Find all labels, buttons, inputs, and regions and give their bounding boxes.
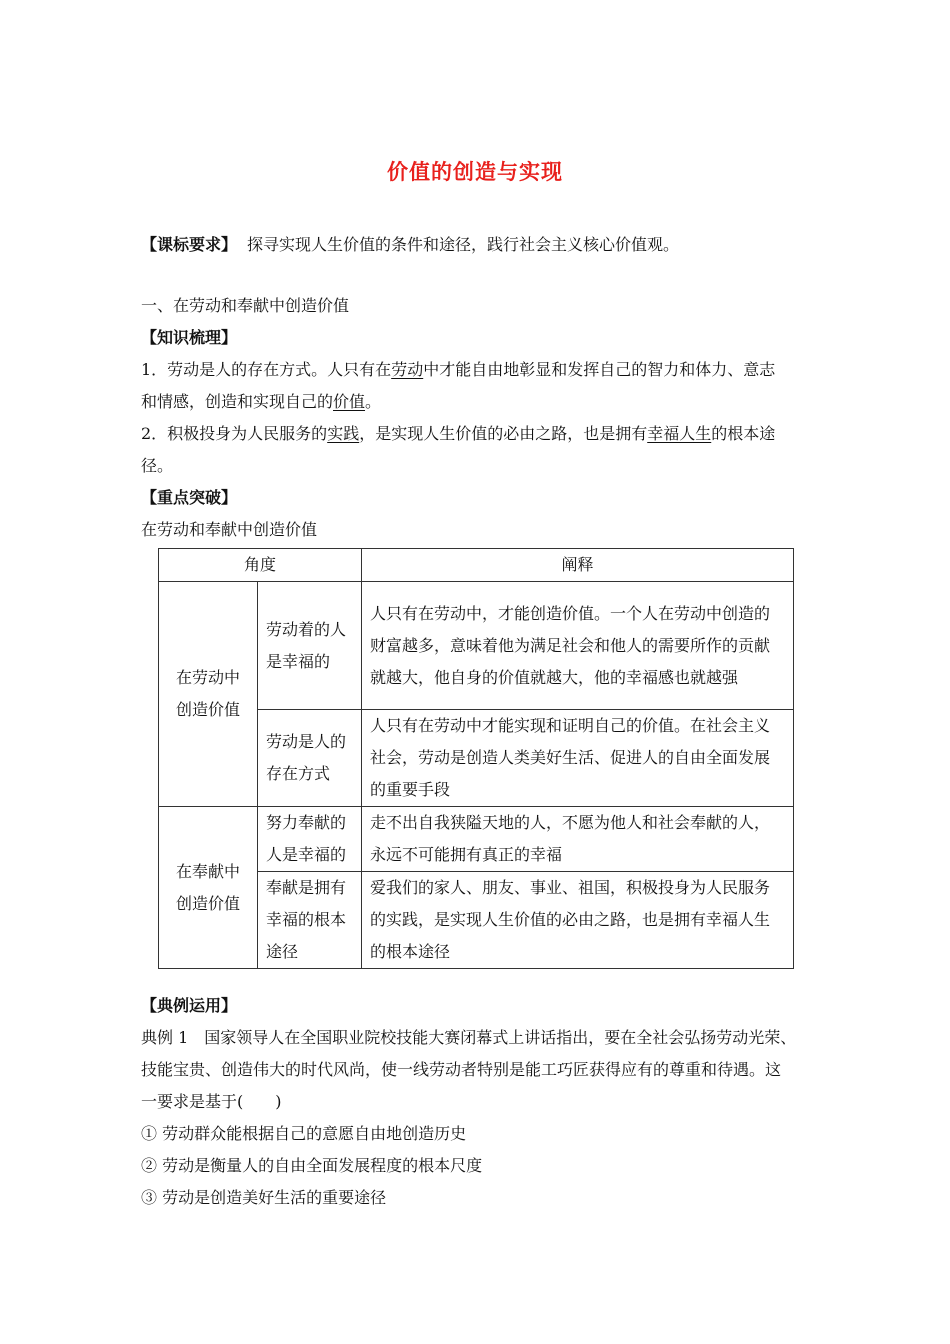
example-1-line-1: 典例 1 国家领导人在全国职业院校技能大赛闭幕式上讲话指出，要在全社会弘扬劳动光荣、 [141, 1028, 797, 1047]
table-caption: 在劳动和奉献中创造价值 [141, 520, 318, 539]
knowledge-heading: 【知识梳理】 [141, 328, 238, 347]
table-row [159, 582, 794, 710]
table-row [159, 807, 794, 872]
point-1-underline-2: 价值 [333, 392, 366, 411]
point-1-text-b: 中才能自由地彰显和发挥自己的智力和体力、意志 [423, 360, 776, 379]
requirement-label: 【课标要求】 [141, 235, 238, 254]
point-2-line-2: 径。 [141, 456, 174, 475]
option-1: ① 劳动群众能根据自己的意愿自由地创造历史 [141, 1124, 467, 1143]
row-desc: 人只有在劳动中，才能创造价值。一个人在劳动中创造的财富越多，意味着他为满足社会和他人的需要所作的贡献就越大，他自身的价值就越大，他的幸福感也就越强 [362, 582, 794, 710]
point-2-text-a: 2．积极投身为人民服务的 [141, 424, 328, 443]
page-title: 价值的创造与实现 [387, 159, 563, 184]
group-labor: 在劳动中创造价值 [159, 582, 258, 807]
point-1-line-2 [141, 390, 821, 414]
point-1-text-d: 。 [365, 392, 382, 411]
point-2-underline-1: 实践 [327, 424, 360, 443]
example-1-line-3: 一要求是基于( ) [141, 1092, 282, 1111]
point-1-text-c: 和情感，创造和实现自己的 [141, 392, 334, 411]
row-sub: 奉献是拥有幸福的根本途径 [258, 872, 362, 969]
row-sub: 劳动着的人是幸福的 [258, 582, 362, 710]
header-explain: 阐释 [362, 549, 794, 582]
row-desc: 爱我们的家人、朋友、事业、祖国，积极投身为人民服务的实践，是实现人生价值的必由之路，也是拥有幸福人生的根本途径 [362, 872, 794, 969]
option-3: ③ 劳动是创造美好生活的重要途径 [141, 1188, 387, 1207]
group-dedication: 在奉献中创造价值 [159, 807, 258, 969]
point-1-text-a: 1．劳动是人的存在方式。人只有在 [141, 360, 392, 379]
point-2-text-b: ，是实现人生价值的必由之路，也是拥有 [359, 424, 648, 443]
header-angle: 角度 [159, 549, 362, 582]
requirement-line [141, 233, 821, 257]
row-sub: 劳动是人的存在方式 [258, 710, 362, 807]
example-1-line-2: 技能宝贵、创造伟大的时代风尚，使一线劳动者特别是能工巧匠获得应有的尊重和待遇。这 [141, 1060, 782, 1079]
point-1-line-1 [141, 358, 821, 382]
point-2-underline-2: 幸福人生 [647, 424, 712, 443]
row-desc: 人只有在劳动中才能实现和证明自己的价值。在社会主义社会，劳动是创造人类美好生活、促进人的自由全面发展的重要手段 [362, 710, 794, 807]
row-sub: 努力奉献的人是幸福的 [258, 807, 362, 872]
row-desc: 走不出自我狭隘天地的人，不愿为他人和社会奉献的人，永远不可能拥有真正的幸福 [362, 807, 794, 872]
focus-heading: 【重点突破】 [141, 488, 238, 507]
value-creation-table [158, 548, 794, 969]
section-heading: 一、在劳动和奉献中创造价值 [141, 296, 350, 315]
point-2-line-1 [141, 422, 821, 446]
point-2-text-c: 的根本途 [711, 424, 776, 443]
point-1-underline-1: 劳动 [391, 360, 424, 379]
table-header-row [159, 549, 794, 582]
option-2: ② 劳动是衡量人的自由全面发展程度的根本尺度 [141, 1156, 483, 1175]
example-heading: 【典例运用】 [141, 996, 238, 1015]
requirement-text: 探寻实现人生价值的条件和途径，践行社会主义核心价值观。 [247, 235, 680, 254]
